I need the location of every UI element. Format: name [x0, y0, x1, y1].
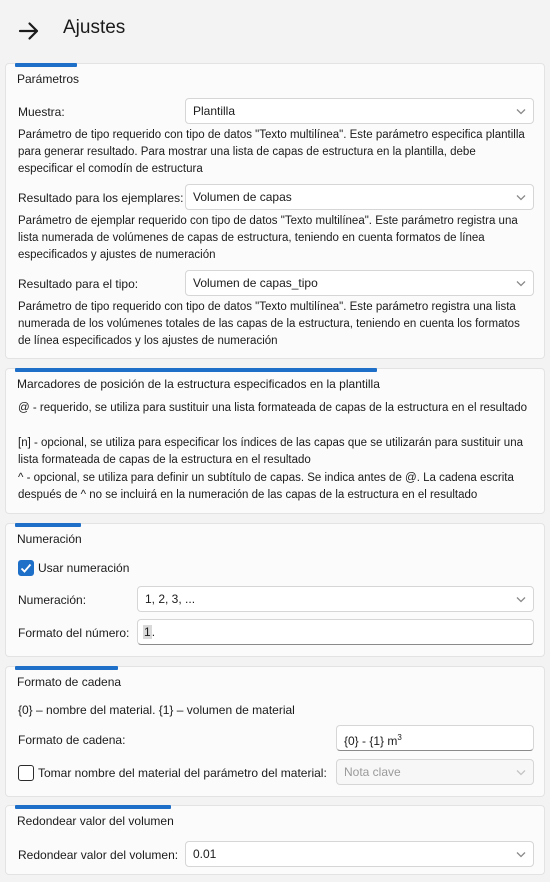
checkmark-icon [19, 561, 33, 575]
nota-clave-select[interactable] [336, 759, 534, 785]
ejemplares-label: Resultado para los ejemplares: [18, 191, 184, 205]
tomar-nombre-checkbox[interactable] [18, 765, 34, 781]
cadena-section [5, 666, 545, 797]
redondear-label: Redondear valor del volumen: [18, 848, 179, 862]
formato-numero-input[interactable] [137, 619, 534, 645]
section-title: Redondear valor del volumen [17, 814, 174, 828]
formato-cadena-sup: 3 [397, 733, 402, 742]
nota-clave-value: Nota clave [344, 765, 401, 779]
marcador-item-subtitle: ^ - opcional, se utiliza para definir un subtítulo de capas. Se indica antes de @. La cadena escrita después de ^ no se incluirá en la numeración de las capas de la estructura en el resultado [18, 472, 514, 501]
marcador-item-index: [n] - opcional, se utiliza para especificar los índices de las capas que se utilizarán para sustituir una lista formateada de capas de la estructura en el resultado [18, 437, 523, 466]
section-accent [15, 666, 118, 670]
chevron-down-icon [516, 108, 526, 115]
formato-cadena-value: {0} - {1} m [344, 734, 398, 748]
formato-numero-label: Formato del número: [18, 626, 130, 640]
tipo-select[interactable] [185, 270, 534, 296]
chevron-down-icon [516, 851, 526, 858]
back-button[interactable] [14, 16, 44, 46]
muestra-description: Parámetro de tipo requerido con tipo de datos "Texto multilínea". Este parámetro especifica plantilla para generar resultado. Para mostrar una lista de capas de estructura en la plantilla, debe especificar el comodín de estructura [18, 129, 525, 175]
cadena-hint: {0} – nombre del material. {1} – volumen de material [18, 703, 295, 717]
usar-numeracion-checkbox[interactable] [18, 560, 34, 576]
redondear-section [5, 805, 545, 875]
chevron-down-icon [516, 280, 526, 287]
section-title: Numeración [17, 532, 82, 546]
header [0, 0, 550, 60]
usar-numeracion-label[interactable]: Usar numeración [38, 561, 130, 575]
numeracion-value: 1, 2, 3, ... [145, 592, 196, 606]
muestra-label: Muestra: [18, 105, 65, 119]
parametros-section [5, 63, 545, 359]
section-accent [15, 368, 377, 372]
muestra-select[interactable] [185, 98, 534, 124]
section-title: Marcadores de posición de la estructura especificados en la plantilla [17, 377, 380, 391]
marcadores-section [5, 368, 545, 514]
ejemplares-description: Parámetro de ejemplar requerido con tipo de datos "Texto multilínea". Este parámetro registra una lista numerada de volúmenes de capas de estructura, teniendo en cuenta formatos de línea especificados y ajustes de numeración [18, 215, 518, 261]
marcador-item-required: @ - requerido, se utiliza para sustituir una lista formateada de capas de la estructura en el resultado [18, 402, 528, 414]
formato-cadena-label: Formato de cadena: [18, 733, 126, 747]
muestra-value: Plantilla [193, 104, 236, 118]
tomar-nombre-label[interactable]: Tomar nombre del material del parámetro del material: [38, 766, 327, 780]
redondear-value: 0.01 [193, 847, 217, 861]
section-accent [15, 63, 77, 67]
numeracion-select[interactable] [137, 586, 534, 612]
section-accent [15, 523, 81, 527]
ejemplares-select[interactable] [185, 184, 534, 210]
arrow-right-icon [14, 16, 44, 46]
chevron-down-icon [516, 769, 526, 776]
formato-cadena-input[interactable] [336, 725, 534, 751]
redondear-select[interactable] [185, 841, 534, 867]
tipo-description: Parámetro de tipo requerido con tipo de datos "Texto multilínea". Este parámetro registra una lista numerada de los volúmenes totales de las capas de la estructura, teniendo en cuenta los formatos de línea especificados y los ajustes de numeración [18, 301, 520, 347]
section-accent [15, 805, 171, 809]
section-title: Parámetros [17, 72, 80, 86]
section-title: Formato de cadena [17, 675, 122, 689]
page-title: Ajustes [63, 17, 126, 38]
formato-numero-rest: . [151, 625, 156, 639]
tipo-value: Volumen de capas_tipo [193, 276, 318, 290]
numeracion-label: Numeración: [18, 593, 87, 607]
tipo-label: Resultado para el tipo: [18, 277, 139, 291]
formato-numero-selected: 1 [144, 625, 151, 639]
ejemplares-value: Volumen de capas [193, 190, 292, 204]
numeracion-section [5, 523, 545, 657]
chevron-down-icon [516, 194, 526, 201]
chevron-down-icon [516, 596, 526, 603]
